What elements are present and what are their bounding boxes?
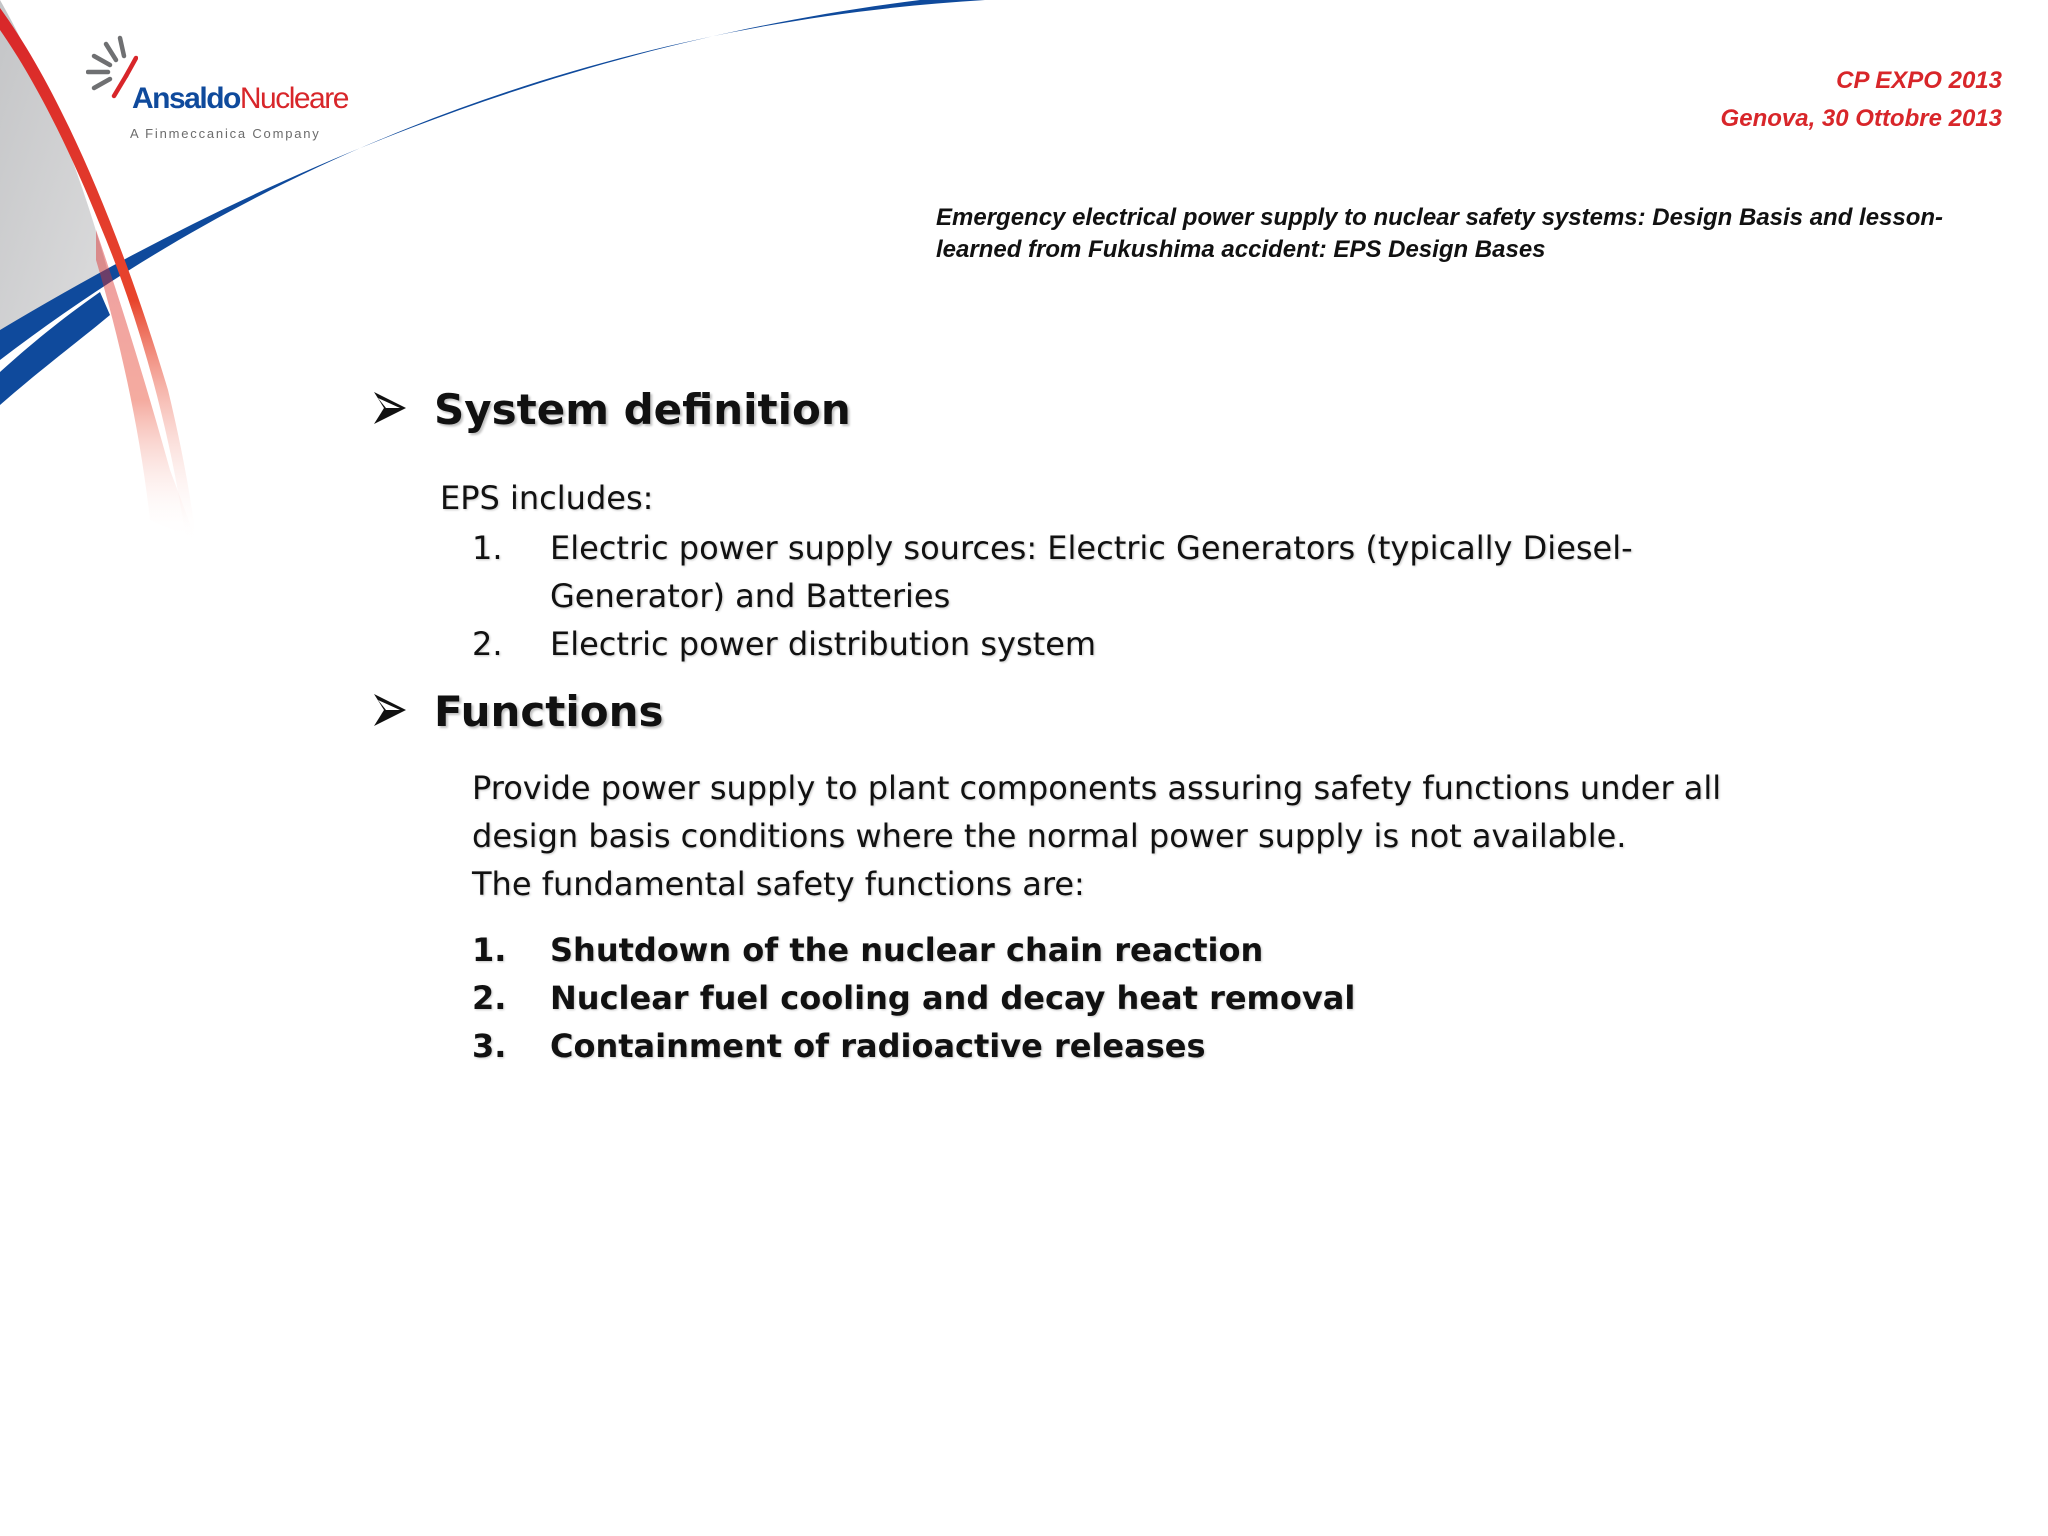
slide-subtitle: Emergency electrical power supply to nuclear safety systems: Design Basis and lesson-learned from Fukushima accident: EPS Design Bases: [936, 204, 1944, 263]
section-heading-system-definition: [370, 384, 851, 436]
list-item-text: Electric power distribution system: [550, 625, 1097, 663]
section-heading-text: System definition: [434, 385, 851, 434]
list-item-number: 3.: [472, 1027, 507, 1065]
event-place-date: Genova, 30 Ottobre 2013: [1720, 105, 2002, 132]
logo-wordmark-nucleare: Nucleare: [239, 82, 348, 115]
list-item-number: 1.: [472, 529, 503, 567]
list-item-number: 2.: [472, 625, 503, 663]
list-item-number: 2.: [472, 979, 507, 1017]
list-item-number: 1.: [472, 931, 507, 969]
functions-paragraph-line: design basis conditions where the normal power supply is not available.: [472, 817, 1627, 855]
functions-paragraph-line: Provide power supply to plant components assuring safety functions under all: [472, 769, 1722, 807]
arrow-bullet-icon: [370, 690, 434, 730]
functions-paragraph-line: The fundamental safety functions are:: [472, 865, 1085, 903]
list-item-text: Electric power supply sources: Electric Generators (typically Diesel-Generator) and Batteries: [550, 529, 1633, 615]
logo-tagline: A Finmeccanica Company: [130, 126, 321, 141]
list-item-text: Shutdown of the nuclear chain reaction: [550, 931, 1264, 969]
arrow-bullet-icon: [370, 388, 434, 428]
list-item-text: Containment of radioactive releases: [550, 1027, 1206, 1065]
section-heading-functions: [370, 686, 664, 738]
section-heading-text: Functions: [434, 687, 664, 736]
event-title: CP EXPO 2013: [1836, 67, 2002, 94]
logo-wordmark-ansaldo: Ansaldo: [132, 82, 240, 115]
list-item-text: Nuclear fuel cooling and decay heat removal: [550, 979, 1356, 1017]
eps-intro-text: EPS includes:: [440, 479, 654, 517]
